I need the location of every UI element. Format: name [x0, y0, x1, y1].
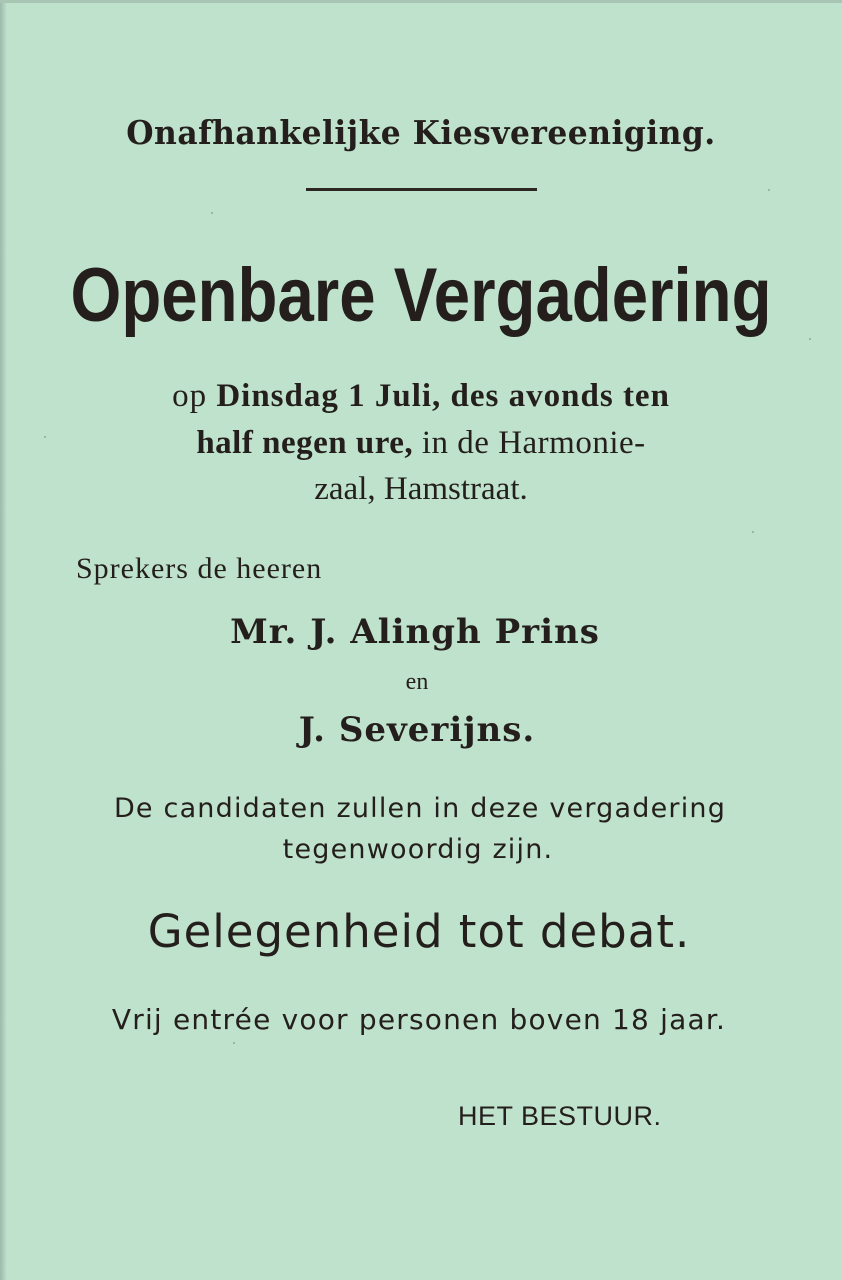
candidates-line-2: tegenwoordig zijn.: [282, 834, 554, 865]
date-line-1: [0, 378, 842, 415]
date-line-2-bold: half negen ure,: [196, 425, 414, 461]
debate-line: Gelegenheid tot debat.: [147, 905, 691, 958]
paper-speck: [809, 338, 811, 340]
speaker-conjunction: en: [405, 669, 429, 695]
date-line-3: zaal, Hamstraat.: [314, 471, 528, 507]
paper-speck: [752, 531, 754, 533]
signature: HET BESTUUR.: [458, 1101, 662, 1131]
paper-speck: [44, 436, 46, 438]
paper-edge-top: [0, 0, 842, 3]
paper-speck: [233, 1042, 235, 1044]
speaker-2: J. Severijns.: [298, 710, 536, 750]
poster-title: Openbare Vergadering: [70, 253, 772, 338]
speakers-intro: Sprekers de heeren: [76, 552, 323, 585]
organisation-heading: Onafhankelijke Kiesvereeniging.: [126, 113, 716, 152]
paper-speck: [768, 189, 770, 191]
entry-line: Vrij entrée voor personen boven 18 jaar.: [111, 1003, 727, 1036]
date-line-2-rest: in de Harmonie-: [413, 425, 646, 461]
date-line-1-prefix: op: [172, 378, 217, 414]
date-line-2: [0, 425, 842, 462]
heading-divider: [306, 188, 537, 191]
date-line-1-bold: Dinsdag 1 Juli, des avonds ten: [216, 378, 670, 414]
paper-speck: [211, 212, 213, 214]
speaker-1: Mr. J. Alingh Prins: [230, 612, 600, 652]
candidates-line-1: De candidaten zullen in deze vergadering: [113, 793, 727, 824]
